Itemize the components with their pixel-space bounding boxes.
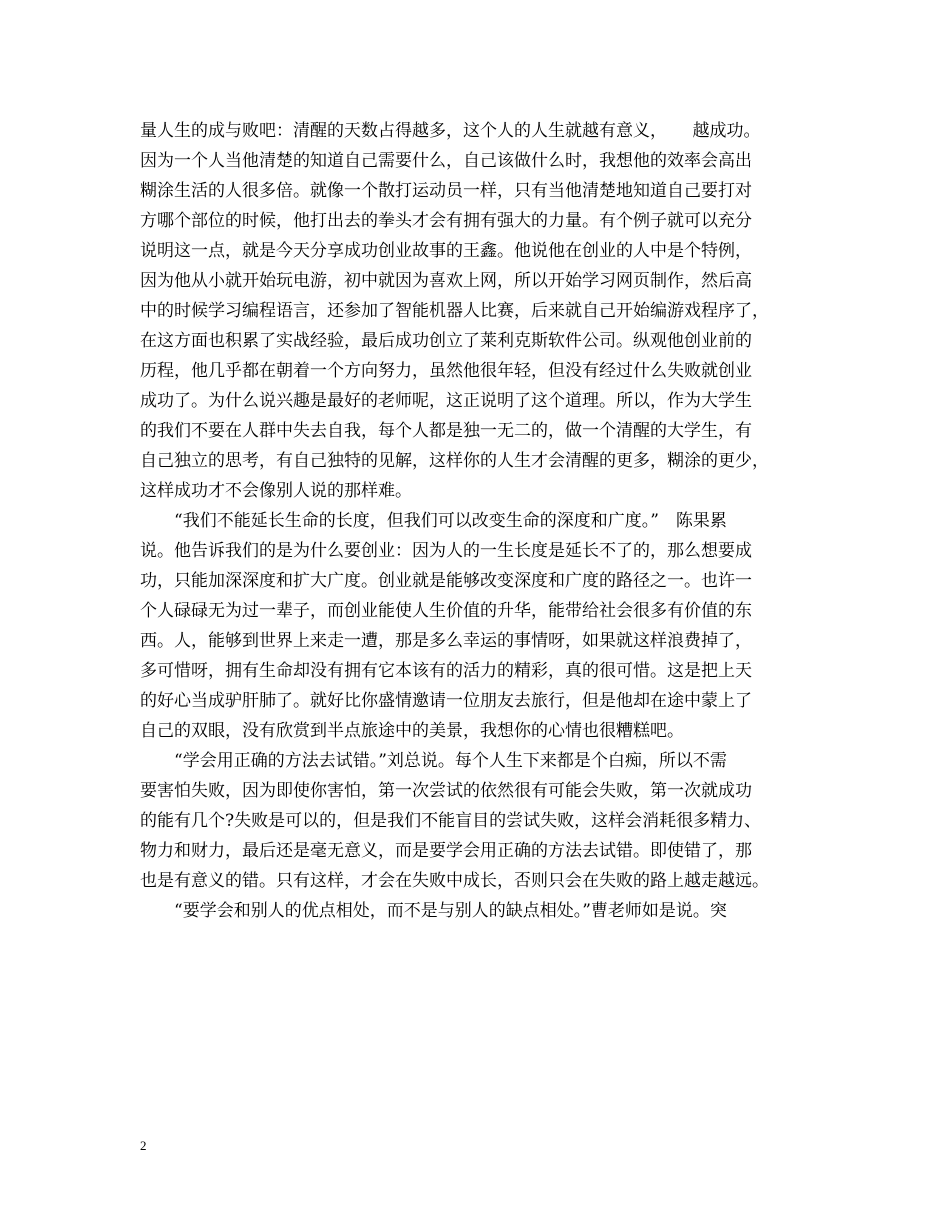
text-line: 的我们不要在人群中失去自我，每个人都是独一无二的，做一个清醒的大学生，有: [140, 421, 752, 441]
text-line: 成功了。为什么说兴趣是最好的老师呢，这正说明了这个道理。所以，作为大学生: [140, 391, 752, 411]
text-line: “学会用正确的方法去试错。”刘总说。每个人生下来都是个白痴，所以不需: [140, 751, 727, 771]
text-line: 中的时候学习编程语言，还参加了智能机器人比赛，后来就自己开始编游戏程序了，: [140, 301, 769, 321]
text-line: 自己独立的思考，有自己独特的见解，这样你的人生才会清醒的更多，糊涂的更少，: [140, 451, 769, 471]
text-line: 物力和财力，最后还是毫无意义，而是要学会用正确的方法去试错。即使错了，那: [140, 841, 752, 861]
text-line: 功，只能加深深度和扩大广度。创业就是能够改变深度和广度的路径之一。也许一: [140, 571, 752, 591]
text-line: 多可惜呀，拥有生命却没有拥有它本该有的活力的精彩，真的很可惜。这是把上天: [140, 661, 752, 681]
text-line: 因为一个人当他清楚的知道自己需要什么，自己该做什么时，我想他的效率会高出: [140, 151, 752, 171]
text-line: 说明这一点，就是今天分享成功创业故事的王鑫。他说他在创业的人中是个特例，: [140, 241, 752, 261]
text-line: 方哪个部位的时候，他打出去的拳头才会有拥有强大的力量。有个例子就可以充分: [140, 211, 752, 231]
text-line: 历程，他几乎都在朝着一个方向努力，虽然他很年轻，但没有经过什么失败就创业: [140, 361, 752, 381]
text-line: 的能有几个?失败是可以的，但是我们不能盲目的尝试失败，这样会消耗很多精力、: [140, 811, 762, 831]
text-line: 这样成功才不会像别人说的那样难。: [140, 481, 412, 501]
text-line: 糊涂生活的人很多倍。就像一个散打运动员一样，只有当他清楚地知道自己要打对: [140, 181, 752, 201]
text-line: “要学会和别人的优点相处，而不是与别人的缺点相处。”曹老师如是说。突: [140, 901, 727, 921]
text-line: 因为他从小就开始玩电游，初中就因为喜欢上网，所以开始学习网页制作，然后高: [140, 271, 752, 291]
text-line: 也是有意义的错。只有这样，才会在失败中成长，否则只会在失败的路上越走越远。: [140, 871, 769, 891]
text-line: “我们不能延长生命的长度，但我们可以改变生命的深度和广度。” 陈果累: [140, 511, 727, 531]
text-line: 个人碌碌无为过一辈子，而创业能使人生价值的升华，能带给社会很多有价值的东: [140, 601, 752, 621]
text-line: 的好心当成驴肝肺了。就好比你盛情邀请一位朋友去旅行，但是他却在途中蒙上了: [140, 691, 752, 711]
text-line: 要害怕失败，因为即使你害怕，第一次尝试的依然很有可能会失败，第一次就成功: [140, 781, 752, 801]
text-line: 在这方面也积累了实战经验，最后成功创立了莱利克斯软件公司。纵观他创业前的: [140, 331, 752, 351]
text-line: 自己的双眼，没有欣赏到半点旅途中的美景，我想你的心情也很糟糕吧。: [140, 721, 684, 741]
page-number: 2: [140, 1138, 147, 1153]
text-line: 量人生的成与败吧：清醒的天数占得越多，这个人的人生就越有意义， 越成功。: [140, 121, 761, 141]
text-line: 西。人，能够到世界上来走一遭，那是多么幸运的事情呀，如果就这样浪费掉了，: [140, 631, 752, 651]
text-line: 说。他告诉我们的是为什么要创业：因为人的一生长度是延长不了的，那么想要成: [140, 541, 752, 561]
body-text: [140, 116, 840, 926]
